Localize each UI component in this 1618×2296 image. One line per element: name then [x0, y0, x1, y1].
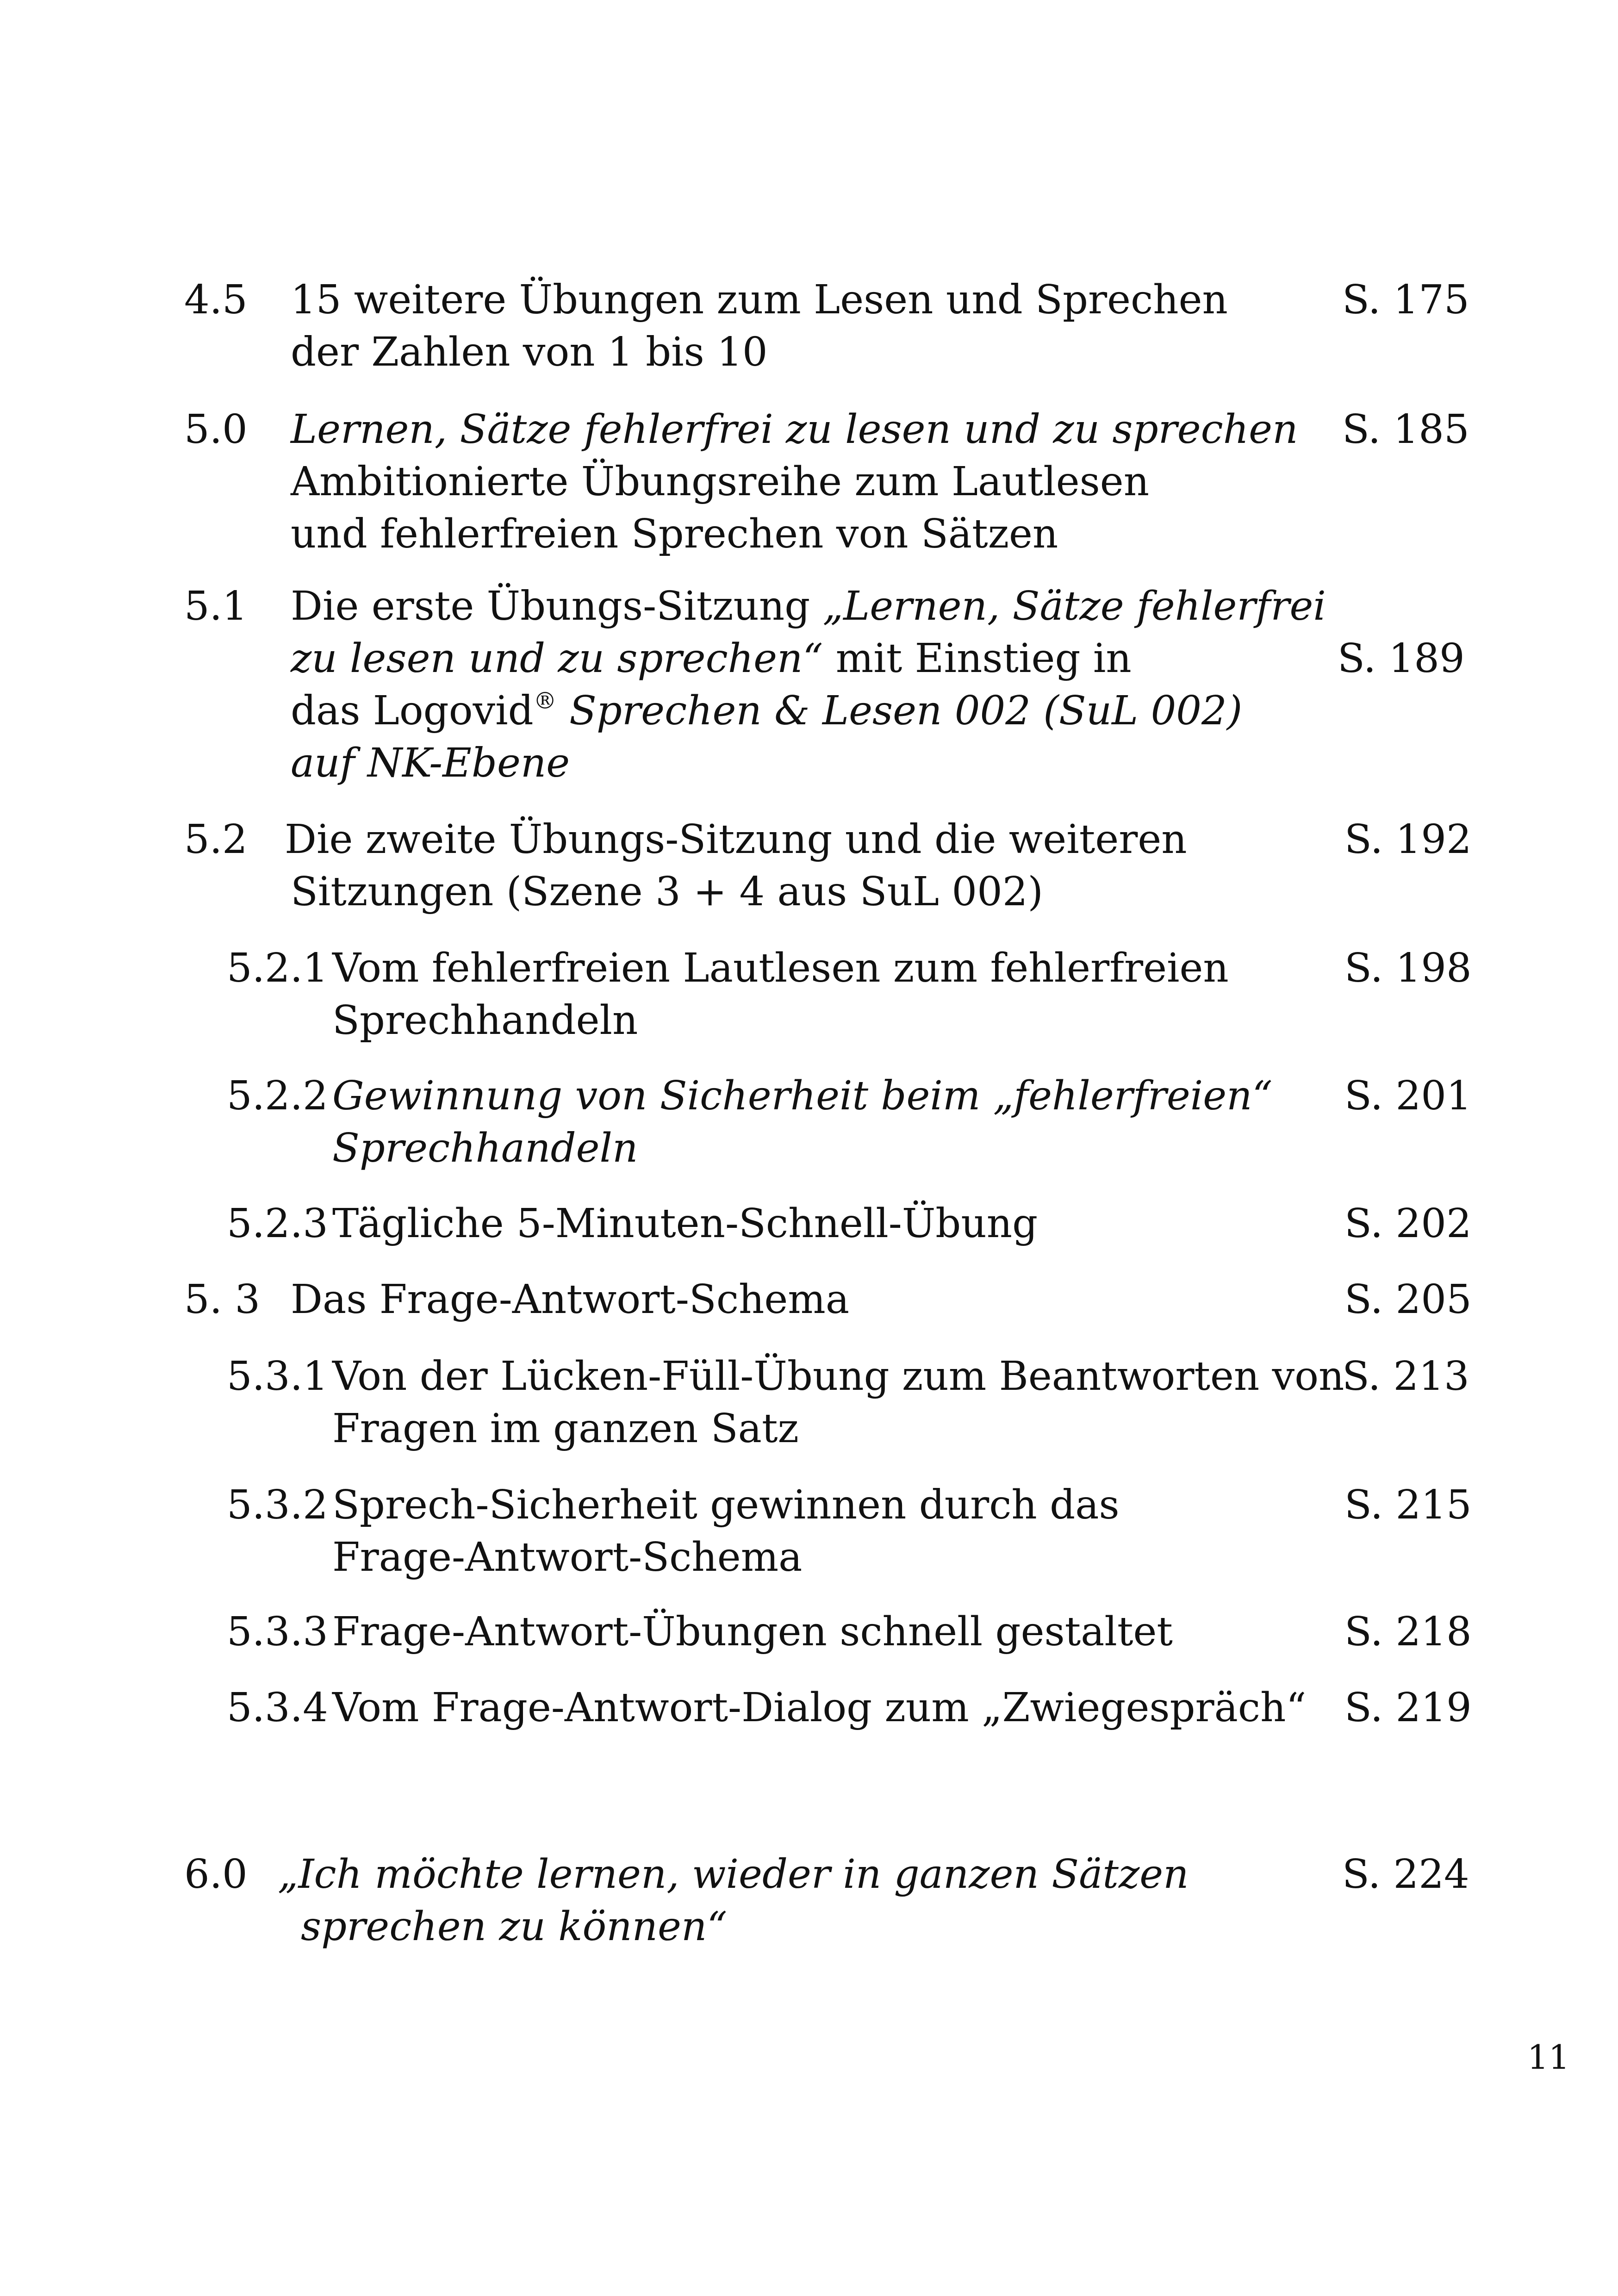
toc-title-line: 15 weitere Übungen zum Lesen und Sprechen	[291, 277, 1228, 323]
toc-title	[332, 942, 1229, 1047]
toc-number: 5.3.3	[227, 1609, 328, 1655]
toc-page-ref: S. 219	[1344, 1685, 1472, 1731]
toc-page-ref: S. 185	[1342, 406, 1469, 453]
toc-title-text: „Lernen, Sätze fehlerfrei	[822, 583, 1326, 629]
toc-number: 4.5	[184, 277, 248, 323]
toc-number: 5.2.1	[227, 945, 328, 991]
toc-title	[332, 1606, 1173, 1658]
toc-number: 5.0	[184, 406, 248, 453]
toc-page-ref: S. 175	[1342, 277, 1469, 323]
toc-title-line: Ambitionierte Übungsreihe zum Lautlesen	[291, 459, 1150, 505]
toc-title	[291, 580, 1326, 790]
toc-page-ref: S. 202	[1344, 1201, 1472, 1247]
toc-page-ref: S. 198	[1344, 945, 1472, 991]
toc-title-text: mit Einstieg in	[823, 635, 1132, 682]
toc-title-line: Vom Frage-Antwort-Dialog zum „Zwiegespräch“	[332, 1685, 1307, 1731]
toc-number: 5.2.2	[227, 1073, 328, 1119]
toc-page-ref: S. 189	[1338, 635, 1465, 682]
toc-title	[291, 404, 1298, 560]
toc-title-line: Das Frage-Antwort-Schema	[291, 1276, 850, 1323]
toc-title	[332, 1682, 1306, 1734]
toc-title-line: und fehlerfreien Sprechen von Sätzen	[291, 511, 1058, 557]
toc-title-line	[291, 580, 1326, 633]
toc-title-text: zu lesen und zu sprechen“	[291, 635, 823, 682]
toc-title-line: auf NK-Ebene	[291, 740, 570, 786]
toc-title-text: das Logovid	[291, 688, 534, 734]
toc-title-line: Sprech-Sicherheit gewinnen durch das	[332, 1482, 1120, 1528]
toc-title-line: Fragen im ganzen Satz	[332, 1406, 799, 1452]
toc-title-text: Die erste Übungs-Sitzung	[291, 583, 823, 629]
toc-number: 5.1	[184, 583, 248, 629]
toc-page-ref: S. 205	[1344, 1276, 1472, 1323]
toc-title	[285, 814, 1187, 918]
toc-page-ref: S. 213	[1342, 1353, 1469, 1400]
toc-title-line	[291, 685, 1326, 737]
toc-title-line: Sitzungen (Szene 3 + 4 aus SuL 002)	[291, 869, 1044, 915]
toc-number: 5.2	[184, 816, 248, 863]
toc-title-line	[291, 633, 1326, 685]
toc-number: 5.3.4	[227, 1685, 328, 1731]
page-number: 11	[1527, 2038, 1570, 2077]
toc-title-line: Frage-Antwort-Schema	[332, 1534, 803, 1580]
toc-title-line: Vom fehlerfreien Lautlesen zum fehlerfreien	[332, 945, 1229, 991]
toc-number: 5.3.1	[227, 1353, 328, 1400]
toc-title-line: Tägliche 5-Minuten-Schnell-Übung	[332, 1201, 1038, 1247]
toc-title-line: „Ich möchte lernen, wieder in ganzen Sätzen	[278, 1851, 1189, 1898]
toc-title-text: Sprechen & Lesen 002 (SuL 002)	[556, 688, 1243, 734]
toc-page-ref: S. 215	[1344, 1482, 1472, 1528]
toc-title	[291, 1274, 849, 1326]
toc-number: 6.0	[184, 1851, 248, 1898]
toc-title-line: Von der Lücken-Füll-Übung zum Beantworten von	[332, 1353, 1344, 1400]
toc-number: 5.2.3	[227, 1201, 328, 1247]
toc-page-ref: S. 192	[1344, 816, 1472, 863]
toc-page-ref: S. 224	[1342, 1851, 1469, 1898]
toc-number: 5.3.2	[227, 1482, 328, 1528]
toc-title	[332, 1350, 1344, 1455]
toc-title-line: Frage-Antwort-Übungen schnell gestaltet	[332, 1609, 1173, 1655]
toc-page-ref: S. 201	[1344, 1073, 1472, 1119]
toc-title	[332, 1070, 1273, 1175]
toc-title	[332, 1198, 1038, 1250]
toc-title-line: der Zahlen von 1 bis 10	[291, 329, 768, 375]
toc-title-line: Die zweite Übungs-Sitzung und die weiteren	[285, 816, 1187, 863]
toc-title	[332, 1479, 1120, 1584]
toc-number: 5. 3	[184, 1276, 261, 1323]
toc-page-ref: S. 218	[1344, 1609, 1472, 1655]
toc-title-line: Lernen, Sätze fehlerfrei zu lesen und zu sprechen	[291, 406, 1298, 453]
toc-title	[291, 274, 1228, 379]
toc-title	[278, 1848, 1189, 1953]
toc-title-line: Sprechhandeln	[332, 1125, 638, 1171]
toc-title-line: Gewinnung von Sicherheit beim „fehlerfreien“	[332, 1073, 1273, 1119]
toc-title-line: sprechen zu können“	[301, 1904, 728, 1950]
toc-title-line: Sprechhandeln	[332, 997, 638, 1044]
registered-mark: ®	[533, 687, 557, 714]
